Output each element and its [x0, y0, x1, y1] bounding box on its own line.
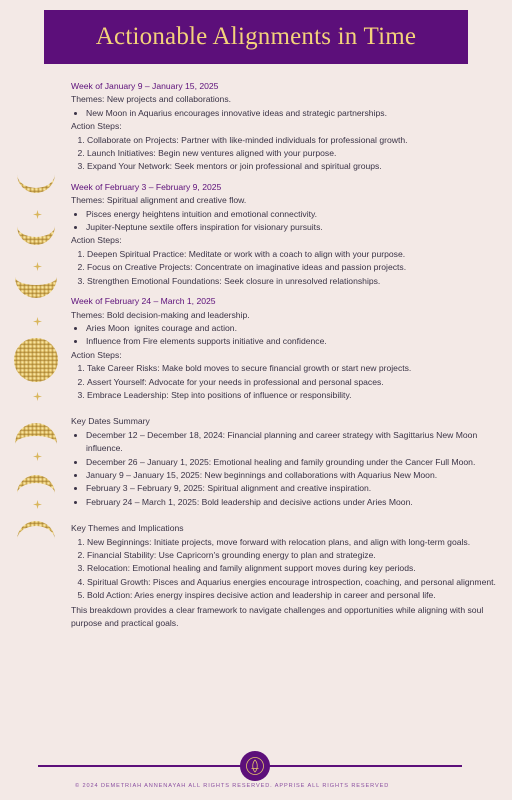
list-item: • December 26 – January 1, 2025: Emotional healing and family grounding under the Cancer Full Moon. [86, 456, 497, 469]
waxing-crescent-icon [15, 224, 57, 254]
spacer [71, 509, 497, 522]
moon-phases-column [0, 0, 70, 800]
list-item: • December 12 – December 18, 2024: Financial planning and career strategy with Sagittarius New Moon influence. [86, 429, 497, 456]
copyright-text: © 2024 DEMETRIAH ANNENAYAH ALL RIGHTS RESERVED. APPRISE ALL RIGHTS RESERVED [75, 783, 390, 789]
list-item: • Aries Moon ignites courage and action. [86, 322, 497, 335]
sparkle-star-icon [33, 262, 42, 271]
closing-paragraph: This breakdown provides a clear framework to navigate challenges and opportunities while aligning with soul purpose and practical goals. [71, 604, 484, 629]
action-steps-list [71, 362, 497, 402]
list-item: 3. Expand Your Network: Seek mentors or join professional and spiritual groups. [87, 160, 497, 173]
week-section-3 [71, 295, 497, 402]
list-item: 5. Bold Action: Aries energy inspires decisive action and leadership in career and personal life. [87, 589, 497, 602]
list-item: 2. Assert Yourself: Advocate for your needs in professional and personal spaces. [87, 376, 497, 389]
list-item: • Jupiter-Neptune sextile offers inspiration for visionary pursuits. [86, 221, 497, 234]
waxing-crescent-icon [15, 172, 57, 202]
section-heading: Key Dates Summary [71, 416, 150, 427]
sparkle-star-icon [33, 210, 42, 219]
list-item: 2. Financial Stability: Use Capricorn's grounding energy to plan and strategize. [87, 549, 497, 562]
week-section-2 [71, 181, 497, 288]
sparkle-star-icon [33, 317, 42, 326]
list-item: 1. Deepen Spiritual Practice: Meditate or work with a coach to align with your purpose. [87, 248, 497, 261]
sparkle-star-icon [33, 452, 42, 461]
full-moon-icon [13, 337, 59, 383]
week-heading: Week of February 24 – March 1, 2025 [71, 296, 216, 307]
week-bullets [71, 107, 497, 120]
key-dates-list [71, 429, 497, 509]
spacer [71, 402, 497, 415]
list-item: • Pisces energy heightens intuition and emotional connectivity. [86, 208, 497, 221]
week-themes: Themes: Bold decision-making and leadership. [71, 309, 250, 320]
list-item: • February 24 – March 1, 2025: Bold leadership and decisive actions under Aries Moon. [86, 496, 497, 509]
key-dates-section [71, 415, 497, 509]
list-item: • January 9 – January 15, 2025: New beginnings and collaborations with Aquarius New Moon. [86, 469, 497, 482]
list-item: • February 3 – February 9, 2025: Spiritual alignment and creative inspiration. [86, 482, 497, 495]
action-steps-label: Action Steps: [71, 235, 122, 246]
action-steps-label: Action Steps: [71, 121, 122, 132]
action-steps-list [71, 134, 497, 174]
waxing-gibbous-icon [13, 274, 59, 310]
list-item: 3. Relocation: Emotional healing and family alignment support moves during key periods. [87, 562, 497, 575]
action-steps-list [71, 248, 497, 288]
list-item: 1. Collaborate on Projects: Partner with like-minded individuals for professional growth. [87, 134, 497, 147]
week-heading: Week of February 3 – February 9, 2025 [71, 181, 222, 192]
list-item: 2. Focus on Creative Projects: Concentrate on imaginative ideas and passion projects. [87, 261, 497, 274]
list-item: • Influence from Fire elements supports initiative and confidence. [86, 335, 497, 348]
list-item: 2. Launch Initiatives: Begin new ventures aligned with your purpose. [87, 147, 497, 160]
waning-crescent-icon [15, 512, 57, 542]
page-title: Actionable Alignments in Time [95, 23, 417, 50]
week-themes: Themes: Spiritual alignment and creative flow. [71, 195, 247, 206]
week-themes: Themes: New projects and collaborations. [71, 94, 232, 105]
title-banner [44, 10, 468, 64]
main-content [71, 80, 497, 630]
week-heading: Week of January 9 – January 15, 2025 [71, 81, 219, 91]
sparkle-star-icon [33, 392, 42, 401]
action-steps-label: Action Steps: [71, 349, 122, 360]
waning-crescent-icon [15, 466, 57, 496]
week-bullets [71, 322, 497, 349]
key-themes-list [71, 536, 497, 603]
week-section-1 [71, 80, 497, 174]
section-heading: Key Themes and Implications [71, 523, 184, 534]
list-item: 1. New Beginnings: Initiate projects, move forward with relocation plans, and align with long-term goals. [87, 536, 497, 549]
brand-logo-icon [240, 751, 270, 781]
week-bullets [71, 208, 497, 235]
list-item: 3. Strengthen Emotional Foundations: Seek closure in unresolved relationships. [87, 275, 497, 288]
list-item: • New Moon in Aquarius encourages innovative ideas and strategic partnerships. [86, 107, 497, 120]
list-item: 3. Embrace Leadership: Step into positions of influence or responsibility. [87, 389, 497, 402]
list-item: 1. Take Career Risks: Make bold moves to secure financial growth or start new projects. [87, 362, 497, 375]
waning-gibbous-icon [13, 411, 59, 447]
sparkle-star-icon [33, 500, 42, 509]
key-themes-section [71, 522, 497, 630]
brand-logo-mark [245, 756, 265, 776]
list-item: 4. Spiritual Growth: Pisces and Aquarius energies encourage introspection, coaching, and personal alignment. [87, 576, 497, 589]
